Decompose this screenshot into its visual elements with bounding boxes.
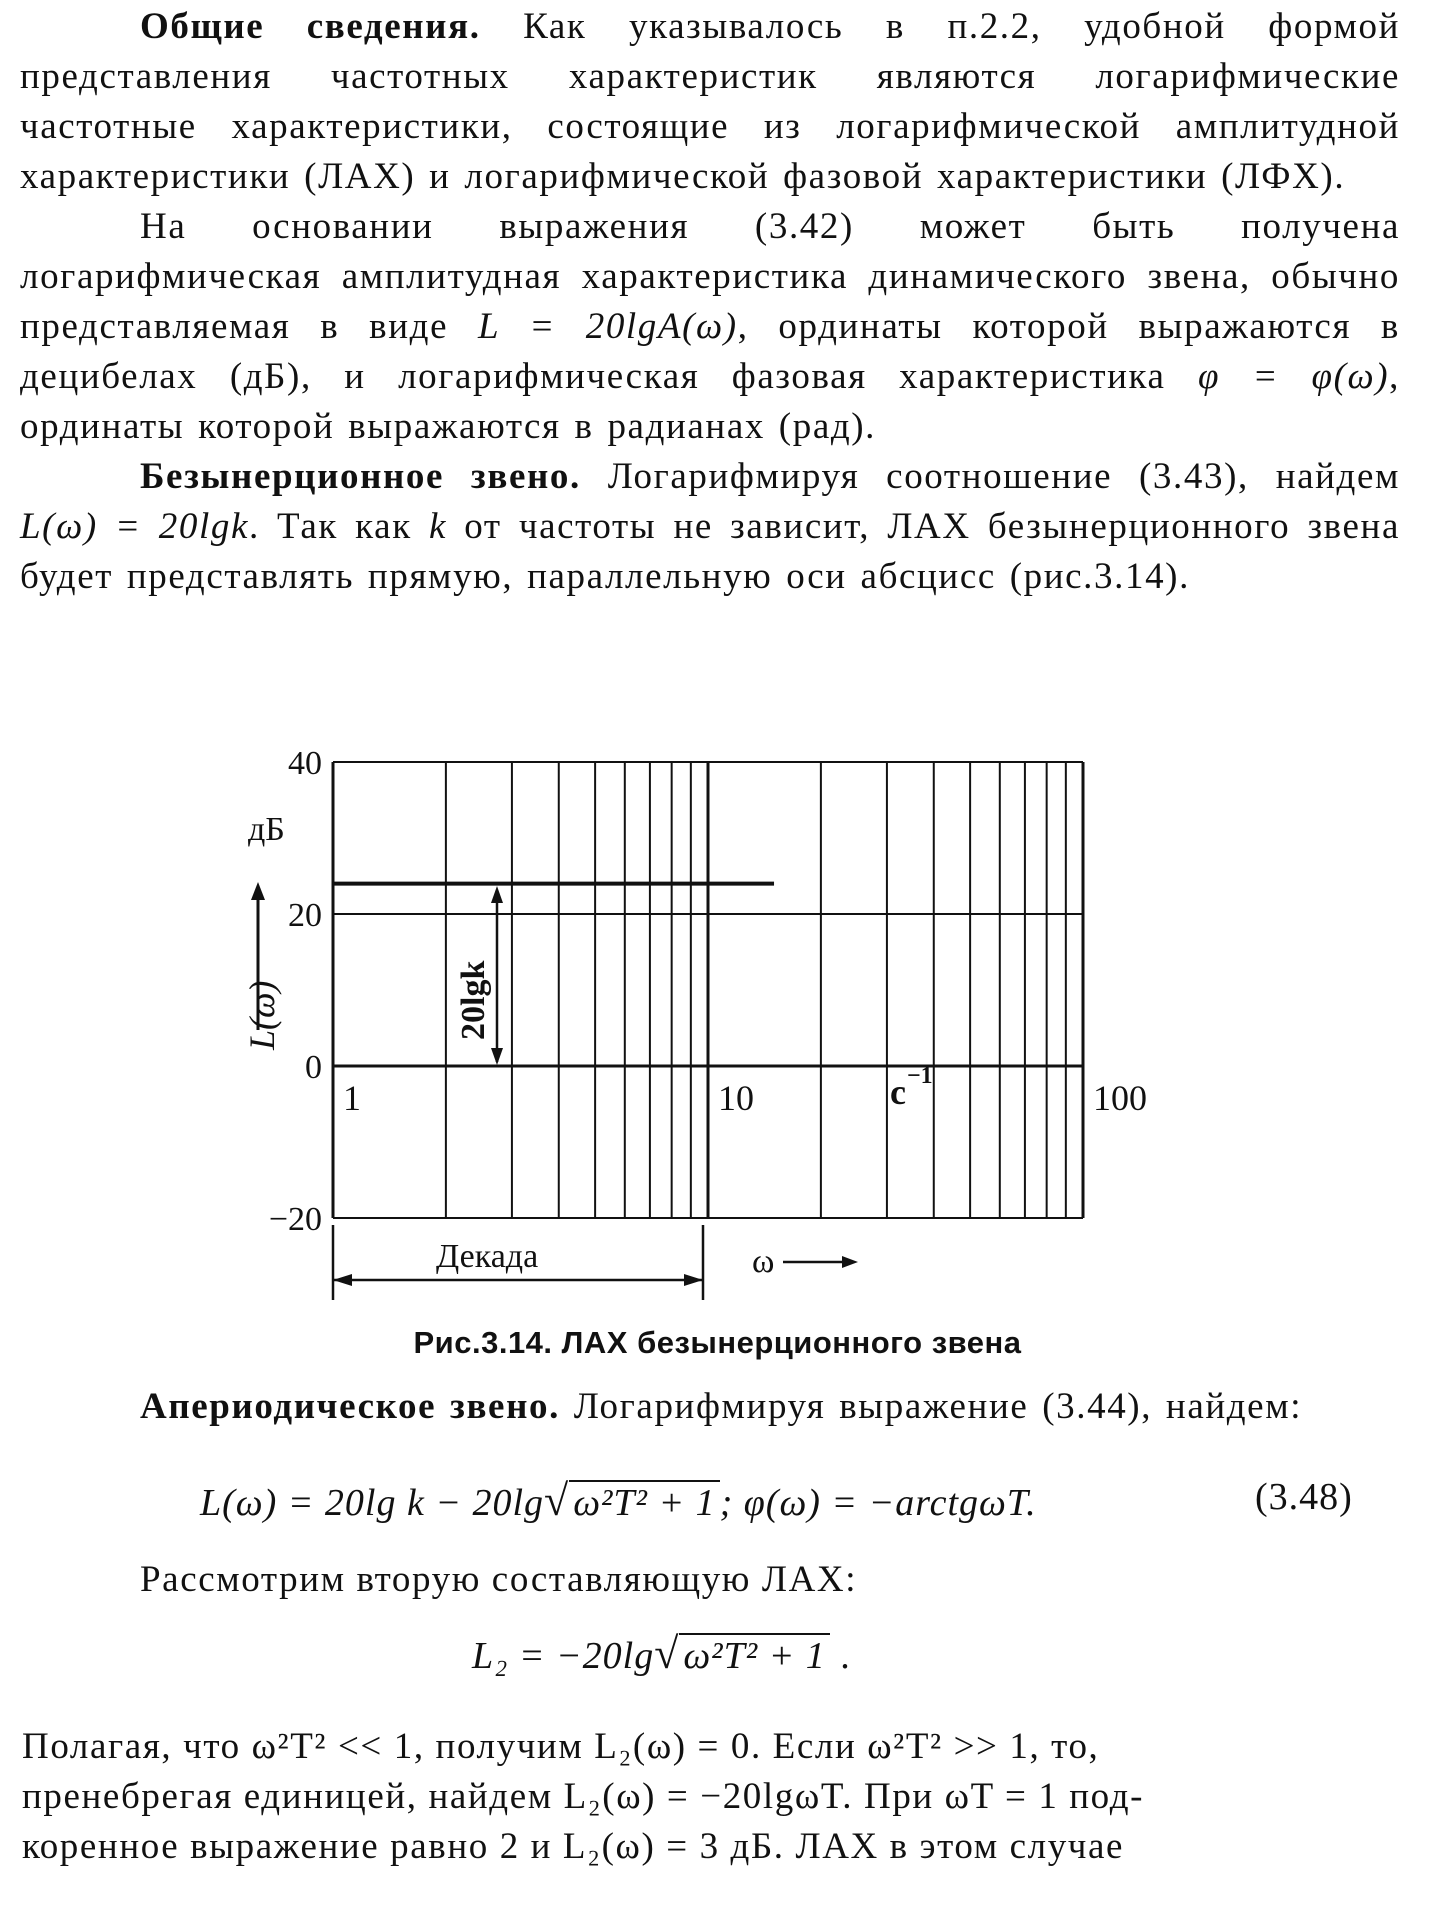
paragraph-aperiodic-text: Логарифмируя выражение (3.44), найдем: bbox=[559, 1386, 1303, 1427]
text-block-aperiodic bbox=[20, 1382, 1400, 1432]
paragraph-inertialess-text-b: . Так как bbox=[248, 506, 429, 547]
equation-3-48-rhs: ; φ(ω) = −arctgωT. bbox=[719, 1482, 1037, 1524]
paragraph-aperiodic bbox=[20, 1382, 1400, 1432]
y-tick-label: 0 bbox=[305, 1049, 322, 1086]
formula-20lgk: L(ω) = 20lgk bbox=[20, 506, 249, 547]
paragraph-lax-text-b: , ординаты которой выражаются в децибелах (дБ), и логарифмическая фазовая характеристика bbox=[20, 306, 1400, 397]
heading-inertialess: Безынерционное звено. bbox=[140, 456, 581, 497]
grid-vertical bbox=[333, 762, 1083, 1218]
equation-3-48 bbox=[200, 1475, 1037, 1526]
x-axis-arrow bbox=[783, 1256, 858, 1268]
sqrt-icon: √ bbox=[544, 1476, 570, 1525]
paragraph-inertialess-text-a: Логарифмируя соотношение (3.43), найдем bbox=[580, 456, 1400, 497]
paragraph-general-text: Как указывалось в п.2.2, удобной формой представления частотных характеристик являются логарифмические частотные характеристики, состоящие из логарифмической амплитудной характеристики (ЛАХ) и логарифмической фазовой характеристики (ЛФХ). bbox=[20, 6, 1401, 197]
x-tick-label: 10 bbox=[718, 1078, 754, 1118]
k-dimension-arrow bbox=[491, 886, 503, 1065]
equation-L2 bbox=[472, 1628, 851, 1679]
x-axis-label: ω bbox=[752, 1243, 775, 1280]
figure-caption: Рис.3.14. ЛАХ безынерционного звена bbox=[413, 1325, 1022, 1360]
x-tick-labels bbox=[343, 1078, 1147, 1118]
x-tick-label: 1 bbox=[343, 1078, 361, 1118]
equation-number: (3.48) bbox=[1255, 1476, 1353, 1518]
paragraph-consider: Рассмотрим вторую составляющую ЛАХ: bbox=[140, 1559, 858, 1600]
x-unit-exponent: −1 bbox=[907, 1063, 933, 1089]
x-unit-label: с bbox=[890, 1072, 906, 1112]
equation-L2-root: ω²T² + 1 bbox=[679, 1633, 829, 1677]
formula-lax: L = 20lgA(ω) bbox=[477, 306, 738, 347]
heading-general: Общие сведения. bbox=[140, 6, 481, 47]
y-unit-label: дБ bbox=[248, 811, 285, 848]
text-line-2: пренебрегая единицей, найдем L₂(ω) = −20lgωT. При ωT = 1 под- bbox=[22, 1776, 1145, 1817]
y-tick-label: 20 bbox=[288, 897, 322, 934]
equation-L2-lhs: L₂ = −20lg bbox=[472, 1635, 655, 1677]
text-line-3: коренное выражение равно 2 и L₂(ω) = 3 дБ. ЛАХ в этом случае bbox=[22, 1826, 1125, 1867]
paragraph-inertialess-text-c: от частоты не зависит, ЛАХ безынерционного звена будет представлять прямую, параллельную оси абсцисс (рис.3.14). bbox=[20, 506, 1400, 597]
equation-3-48-lhs: L(ω) = 20lg k − 20lg bbox=[200, 1482, 545, 1524]
symbol-k: k bbox=[429, 506, 448, 547]
y-tick-label: −20 bbox=[268, 1201, 322, 1238]
equation-L2-tail: . bbox=[829, 1635, 851, 1677]
k-label: 20lgk bbox=[455, 960, 492, 1040]
paragraph-lax-text-a: На основании выражения (3.42) может быть получена логарифмическая амплитудная характеристика динамического звена, обычно представляемая в виде bbox=[20, 206, 1400, 347]
paragraph-lax-text-c: , ординаты которой выражаются в радианах (рад). bbox=[20, 356, 1400, 447]
sqrt-icon: √ bbox=[654, 1629, 680, 1678]
decade-label: Декада bbox=[436, 1238, 539, 1275]
heading-aperiodic: Апериодическое звено. bbox=[140, 1386, 560, 1427]
y-axis-label: L(ω) bbox=[242, 980, 282, 1050]
equation-3-48-root: ω²T² + 1 bbox=[569, 1480, 719, 1524]
text-line-1: Полагая, что ω²T² << 1, получим L₂(ω) = 0. Если ω²T² >> 1, то, bbox=[22, 1726, 1100, 1767]
formula-phi: φ = φ(ω) bbox=[1197, 356, 1390, 397]
x-tick-label: 100 bbox=[1093, 1078, 1147, 1118]
y-tick-label: 40 bbox=[288, 745, 322, 782]
